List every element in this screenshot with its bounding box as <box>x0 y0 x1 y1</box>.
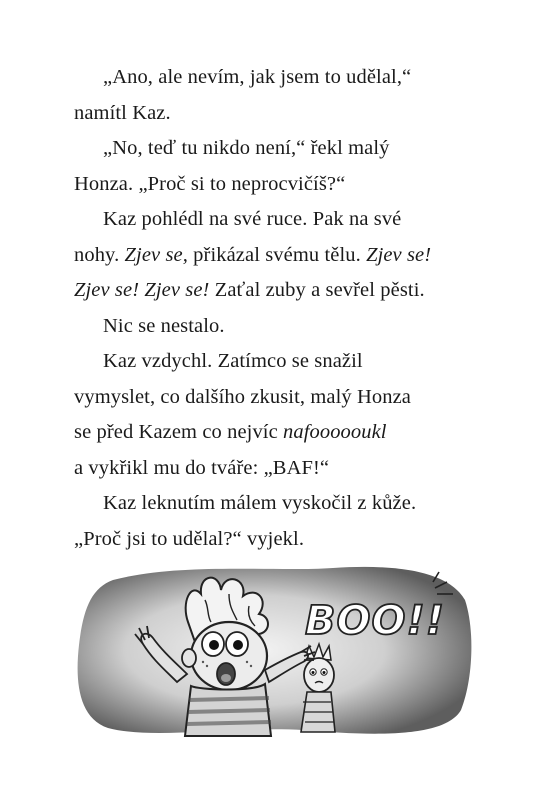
text-run: Honza. „Proč si to neprocvičíš?“ <box>74 172 346 195</box>
text-line <box>74 131 474 167</box>
story-text <box>74 60 474 557</box>
italic-text: Zjev se! Zjev se! <box>74 279 210 301</box>
paragraph <box>74 309 474 345</box>
text-run: Kaz leknutím málem vyskočil z kůže. <box>103 492 417 514</box>
paragraph <box>74 486 474 557</box>
text-run: Kaz pohlédl na své ruce. Pak na své <box>103 208 402 230</box>
boo-illustration <box>73 560 473 742</box>
illustration-art <box>73 560 473 742</box>
text-run: „Ano, ale nevím, jak jsem to udělal,“ <box>103 66 412 88</box>
text-run: Nic se nestalo. <box>103 314 225 337</box>
text-line <box>74 344 474 380</box>
boo-shout-text: BOO!! <box>305 598 445 644</box>
cloud-background <box>78 567 472 734</box>
text-line <box>74 273 474 309</box>
text-line <box>74 486 474 522</box>
text-run: a vykřikl mu do tváře: „BAF!“ <box>74 456 330 479</box>
text-run: vymyslet, co dalšího zkusit, malý Honza <box>74 385 411 408</box>
paragraph <box>74 344 474 486</box>
text-line <box>74 309 474 345</box>
text-line <box>74 202 474 238</box>
text-line <box>74 238 474 274</box>
paragraph <box>74 131 474 202</box>
text-line <box>74 60 474 96</box>
text-run: Kaz vzdychl. Zatímco se snažil <box>103 350 363 372</box>
text-run: namítl Kaz. <box>74 101 171 124</box>
text-line <box>74 96 474 132</box>
text-line <box>74 167 474 203</box>
text-run: se před Kazem co nejvíc <box>74 421 284 443</box>
text-run: „Proč jsi to udělal?“ vyjekl. <box>74 527 305 550</box>
text-line <box>74 451 474 487</box>
italic-text: nafoooooukl <box>283 421 387 443</box>
text-run: Zaťal zuby a sevřel pěsti. <box>209 279 425 301</box>
text-run: nohy. <box>74 243 125 266</box>
paragraph <box>74 202 474 309</box>
text-line <box>74 522 474 558</box>
paragraph <box>74 60 474 131</box>
text-line <box>74 415 474 451</box>
text-run: „No, teď tu nikdo není,“ řekl malý <box>103 137 390 159</box>
italic-text: Zjev se! <box>366 243 432 266</box>
text-line <box>74 380 474 416</box>
text-run: přikázal svému tělu. <box>187 243 367 266</box>
italic-text: Zjev se, <box>124 243 188 266</box>
